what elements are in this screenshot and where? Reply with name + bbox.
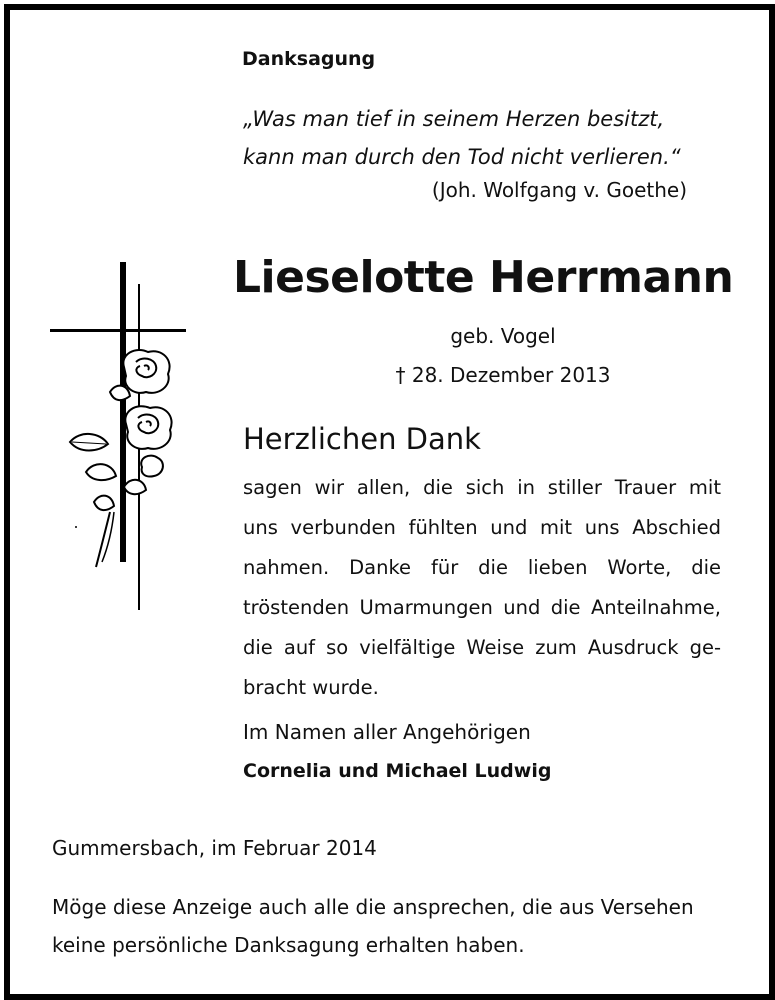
body-line: nahmen. Danke für die lieben Worte, die xyxy=(243,556,721,579)
notice-heading: Danksagung xyxy=(242,48,376,70)
body-line: die auf so vielfältige Weise zum Ausdruck ge- xyxy=(243,636,721,659)
quote-author: (Joh. Wolfgang v. Goethe) xyxy=(431,178,687,202)
body-line: sagen wir allen, die sich in stiller Trauer mit xyxy=(243,476,721,499)
birth-name: geb. Vogel xyxy=(450,324,556,348)
cross-with-roses-icon xyxy=(50,262,190,612)
thanks-body xyxy=(243,468,721,708)
closing-line: Im Namen aller Angehörigen xyxy=(243,720,531,744)
closing-note xyxy=(52,888,724,964)
body-line: tröstenden Umarmungen und die Anteilnahme, xyxy=(243,596,721,619)
deceased-name: Lieselotte Herrmann xyxy=(233,252,734,303)
quote xyxy=(243,100,703,176)
place-date: Gummersbach, im Februar 2014 xyxy=(52,836,377,860)
body-line: bracht wurde. xyxy=(243,676,379,699)
note-line-1: Möge diese Anzeige auch alle die ansprechen, die aus Versehen xyxy=(52,895,694,919)
quote-line-2: kann man durch den Tod nicht verlieren.“ xyxy=(243,145,681,169)
death-date: † 28. Dezember 2013 xyxy=(395,363,611,387)
body-line: uns verbunden fühlten und mit uns Abschied xyxy=(243,516,721,539)
note-line-2: keine persönliche Danksagung erhalten haben. xyxy=(52,933,525,957)
quote-line-1: „Was man tief in seinem Herzen besitzt, xyxy=(243,107,665,131)
signatories: Cornelia und Michael Ludwig xyxy=(243,760,552,782)
thanks-title: Herzlichen Dank xyxy=(243,422,481,456)
